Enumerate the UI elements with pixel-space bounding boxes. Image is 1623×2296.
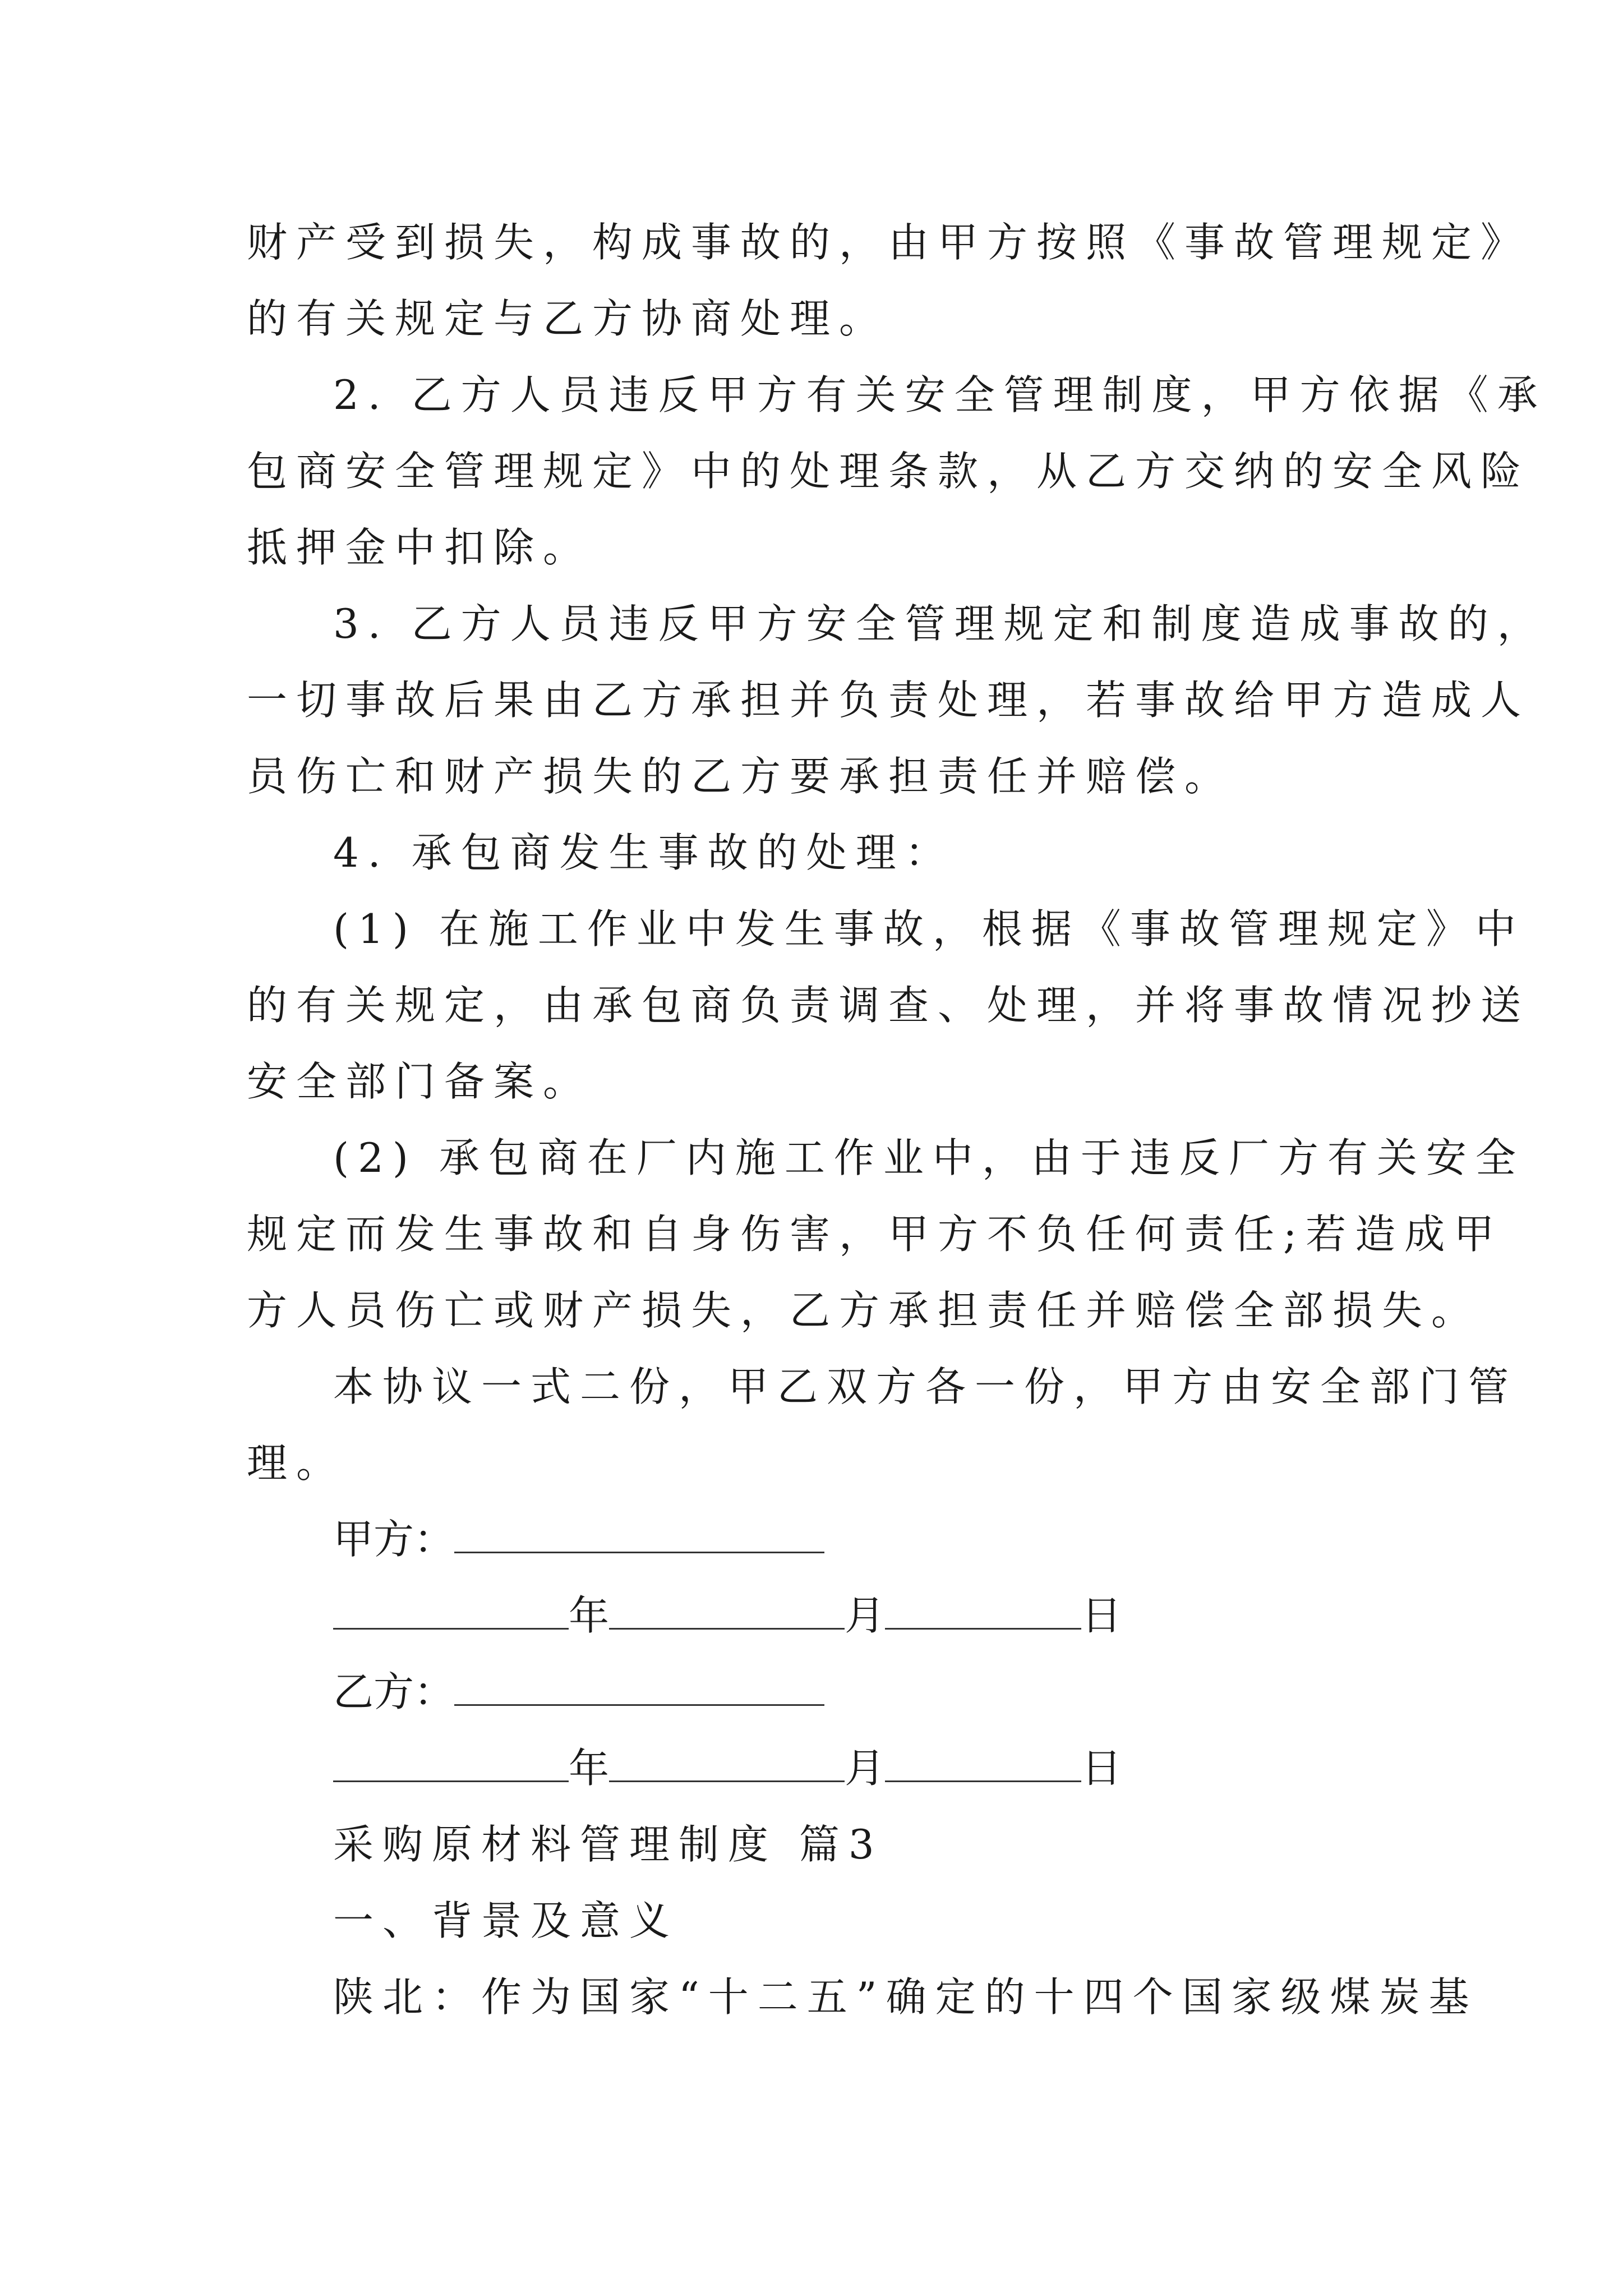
day-blank[interactable]: [885, 1741, 1081, 1782]
paragraph-line: 财产受到损失，构成事故的，由甲方按照《事故管理规定》: [247, 219, 1530, 266]
paragraph-line: 理。: [247, 1439, 346, 1487]
party-a-signature: [333, 1512, 824, 1568]
paragraph-line: 规定而发生事故和自身伤害，甲方不负任何责任;若造成甲: [247, 1211, 1504, 1258]
paragraph-line: 3. 乙方人员违反甲方安全管理规定和制度造成事故的，: [333, 600, 1547, 647]
party-a-date: [333, 1589, 1122, 1645]
month-blank[interactable]: [609, 1589, 845, 1630]
paragraph-line: 2. 乙方人员违反甲方有关安全管理制度，甲方依据《承: [333, 371, 1547, 418]
party-b-label: 乙方：: [333, 1668, 455, 1715]
year-label: 年: [569, 1592, 610, 1639]
day-label: 日: [1081, 1745, 1122, 1792]
paragraph-line: 抵押金中扣除。: [247, 524, 593, 571]
paragraph-line: 4. 承包商发生事故的处理：: [333, 829, 955, 876]
party-a-label: 甲方：: [333, 1516, 455, 1563]
paragraph-line: 安全部门备案。: [247, 1058, 593, 1105]
party-a-blank[interactable]: [454, 1512, 824, 1553]
paragraph-line: 的有关规定与乙方协商处理。: [247, 295, 889, 342]
section-heading: 一、背景及意义: [333, 1897, 679, 1944]
month-label: 月: [845, 1592, 886, 1639]
month-blank[interactable]: [609, 1741, 845, 1782]
month-label: 月: [845, 1745, 886, 1792]
section-title: 采购原材料管理制度 篇3: [333, 1821, 883, 1868]
paragraph-line: (1) 在施工作业中发生事故，根据《事故管理规定》中: [333, 905, 1525, 953]
paragraph-line: 陕北：作为国家“十二五”确定的十四个国家级煤炭基: [333, 1973, 1478, 2021]
paragraph-line: 包商安全管理规定》中的处理条款，从乙方交纳的安全风险: [247, 448, 1530, 495]
year-blank[interactable]: [333, 1589, 569, 1630]
day-blank[interactable]: [885, 1589, 1081, 1630]
year-label: 年: [569, 1745, 610, 1792]
party-b-signature: [333, 1665, 824, 1721]
day-label: 日: [1081, 1592, 1122, 1639]
paragraph-line: 一切事故后果由乙方承担并负责处理，若事故给甲方造成人: [247, 677, 1530, 724]
paragraph-line: 员伤亡和财产损失的乙方要承担责任并赔偿。: [247, 753, 1234, 800]
year-blank[interactable]: [333, 1741, 569, 1782]
paragraph-line: 方人员伤亡或财产损失，乙方承担责任并赔偿全部损失。: [247, 1287, 1481, 1334]
party-b-date: [333, 1741, 1122, 1797]
party-b-blank[interactable]: [454, 1665, 824, 1706]
paragraph-line: 的有关规定，由承包商负责调查、处理，并将事故情况抄送: [247, 982, 1530, 1029]
paragraph-line: (2) 承包商在厂内施工作业中，由于违反厂方有关安全: [333, 1134, 1525, 1181]
paragraph-line: 本协议一式二份，甲乙双方各一份，甲方由安全部门管: [333, 1363, 1518, 1410]
